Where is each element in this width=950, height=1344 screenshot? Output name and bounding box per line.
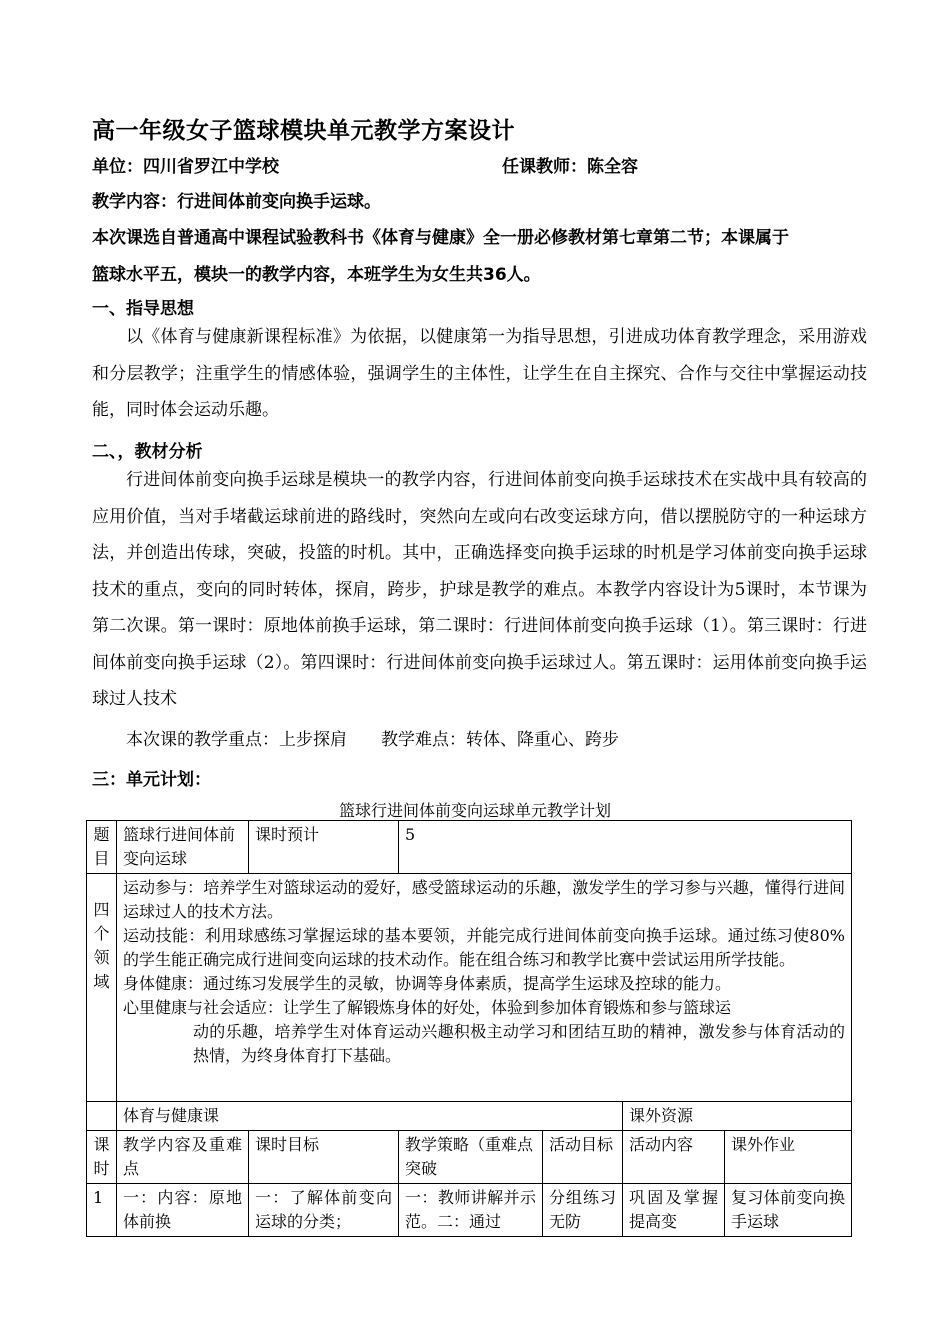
hours-label-cell: 课时预计 xyxy=(249,821,399,874)
intro-line-2: 篮球水平五，模块一的教学内容，本班学生为女生共36人。 xyxy=(92,265,541,285)
col-header-activity-goal: 活动目标 xyxy=(543,1131,623,1184)
column-header-row xyxy=(87,1131,852,1184)
table-row xyxy=(87,1184,852,1237)
lesson1-activity-content: 巩固及掌握提高变 xyxy=(623,1184,725,1237)
key-points-line: 本次课的教学重点：上步探肩 教学难点：转体、降重心、跨步 xyxy=(126,730,619,750)
col-header-content: 教学内容及重难点 xyxy=(117,1131,249,1184)
lesson1-content: 一：内容：原地体前换 xyxy=(117,1184,249,1237)
section2-paragraph: 行进间体前变向换手运球是模块一的教学内容，行进间体前变向换手运球技术在实战中具有较高的应用价值，当对手堵截运球前进的路线时，突然向左或向右改变运球方向，借以摆脱防守的一种运球方法，并创造出传球，突破，投篮的时机。其中，正确选择变向换手运球的时机是学习体前变向换手运球技术的重点，变向的同时转体，探肩，跨步，护球是教学的难点。本教学内容设计为5课时，本节课为第二次课。第一课时：原地体前换手运球，第二课时：行进间体前变向换手运球（1）。第三课时：行进间体前变向换手运球（2）。第四课时：行进间体前变向换手运球过人。第五课时：运用体前变向换手运球过人技术 xyxy=(92,470,867,709)
domain-participation: 运动参与：培养学生对篮球运动的爱好，感受篮球运动的乐趣，激发学生的学习参与兴趣，懂得行进间运球过人的技术方法。 xyxy=(123,878,845,921)
document-title: 高一年级女子篮球模块单元教学方案设计 xyxy=(92,118,515,144)
domains-content-cell xyxy=(117,874,852,1102)
group-header-left: 体育与健康课 xyxy=(117,1102,623,1131)
domains-label-cell: 四个领域 xyxy=(87,874,117,1102)
topic-label-cell: 题目 xyxy=(87,821,117,874)
table-caption: 篮球行进间体前变向运球单元教学计划 xyxy=(338,801,611,820)
unit-label: 单位：四川省罗江中学校 xyxy=(92,157,279,177)
col-header-homework: 课外作业 xyxy=(725,1131,852,1184)
col-header-strategy: 教学策略（重难点突破 xyxy=(399,1131,543,1184)
col-header-objective: 课时目标 xyxy=(249,1131,399,1184)
col-header-lesson: 课时 xyxy=(87,1131,117,1184)
domains-row xyxy=(87,874,852,1102)
topic-value-cell: 篮球行进间体前变向运球 xyxy=(117,821,249,874)
content-line: 教学内容：行进间体前变向换手运球。 xyxy=(92,192,381,212)
domain-mental-health-line1: 心里健康与社会适应：让学生了解锻炼身体的好处，体验到参加体育锻炼和参与篮球运 xyxy=(123,998,732,1017)
domain-mental-health-cont: 动的乐趣，培养学生对体育运动兴趣积极主动学习和团结互助的精神，激发参与体育活动的热情，为终身体育打下基础。 xyxy=(193,1022,845,1065)
section2-heading: 二、，教材分析 xyxy=(92,442,203,462)
lesson1-activity-goal: 分组练习无防 xyxy=(543,1184,623,1237)
section3-heading: 三：单元计划： xyxy=(92,770,211,790)
group-header-right: 课外资源 xyxy=(623,1102,852,1131)
domain-skills: 运动技能：利用球感练习掌握运球的基本要领，并能完成行进间体前变向换手运球。通过练习使80%的学生能正确完成行进间变向运球的技术动作。能在组合练习和教学比赛中尝试运用所学技能。 xyxy=(123,926,845,969)
topic-row xyxy=(87,821,852,874)
unit-plan-table xyxy=(86,820,852,1237)
group-header-empty xyxy=(87,1102,117,1131)
lesson1-strategy: 一：教师讲解并示范。二：通过 xyxy=(399,1184,543,1237)
lesson1-homework: 复习体前变向换手运球 xyxy=(725,1184,852,1237)
group-header-row xyxy=(87,1102,852,1131)
intro-line-1: 本次课选自普通高中课程试验教科书《体育与健康》全一册必修教材第七章第二节；本课属于 xyxy=(92,228,789,248)
teacher-label: 任课教师：陈全容 xyxy=(502,157,638,177)
section1-paragraph: 以《体育与健康新课程标准》为依据，以健康第一为指导思想，引进成功体育教学理念，采用游戏和分层教学；注重学生的情感体验，强调学生的主体性，让学生在自主探究、合作与交往中掌握运动技能，同时体会运动乐趣。 xyxy=(92,327,867,420)
domain-physical-health: 身体健康：通过练习发展学生的灵敏，协调等身体素质，提高学生运球及控球的能力。 xyxy=(123,974,732,993)
hours-value-cell: 5 xyxy=(399,821,852,874)
lesson1-number: 1 xyxy=(87,1184,117,1237)
col-header-activity-content: 活动内容 xyxy=(623,1131,725,1184)
section1-heading: 一、指导思想 xyxy=(92,299,194,319)
lesson1-objective: 一：了解体前变向运球的分类； xyxy=(249,1184,399,1237)
